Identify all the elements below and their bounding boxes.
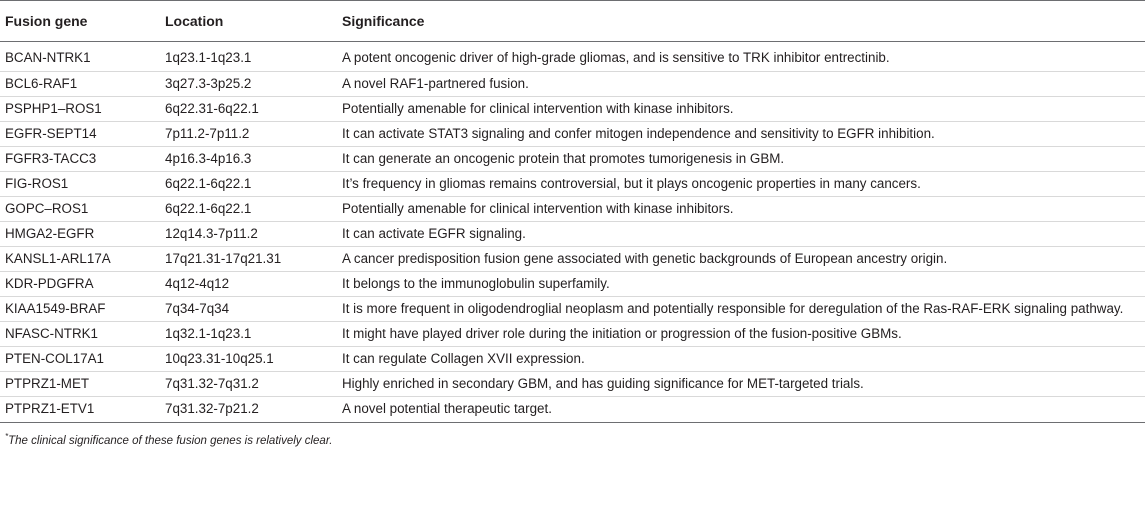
location-cell: 6q22.1-6q22.1 (160, 172, 337, 197)
location-cell: 7q34-7q34 (160, 297, 337, 322)
significance-cell: Highly enriched in secondary GBM, and has guiding significance for MET-targeted trials. (337, 372, 1145, 397)
location-cell: 12q14.3-7p11.2 (160, 222, 337, 247)
fusion-gene-cell: FGFR3-TACC3 (0, 147, 160, 172)
table-row (0, 372, 1145, 397)
table-row (0, 322, 1145, 347)
location-cell: 7q31.32-7p21.2 (160, 397, 337, 423)
significance-cell: It might have played driver role during the initiation or progression of the fusion-positive GBMs. (337, 322, 1145, 347)
significance-cell: It can activate EGFR signaling. (337, 222, 1145, 247)
location-cell: 7q31.32-7q31.2 (160, 372, 337, 397)
significance-cell: Potentially amenable for clinical intervention with kinase inhibitors. (337, 197, 1145, 222)
location-cell: 7p11.2-7p11.2 (160, 122, 337, 147)
table-row (0, 97, 1145, 122)
location-cell: 4q12-4q12 (160, 272, 337, 297)
table-row (0, 247, 1145, 272)
table-row (0, 42, 1145, 72)
fusion-gene-cell: KANSL1-ARL17A (0, 247, 160, 272)
fusion-gene-cell: PSPHP1–ROS1 (0, 97, 160, 122)
significance-cell: A novel RAF1-partnered fusion. (337, 72, 1145, 97)
table-row (0, 222, 1145, 247)
table-row (0, 122, 1145, 147)
header-location: Location (160, 1, 337, 42)
fusion-gene-cell: KIAA1549-BRAF (0, 297, 160, 322)
table-row (0, 147, 1145, 172)
table-row (0, 272, 1145, 297)
fusion-gene-cell: PTPRZ1-MET (0, 372, 160, 397)
fusion-gene-cell: NFASC-NTRK1 (0, 322, 160, 347)
fusion-gene-cell: KDR-PDGFRA (0, 272, 160, 297)
location-cell: 6q22.1-6q22.1 (160, 197, 337, 222)
location-cell: 6q22.31-6q22.1 (160, 97, 337, 122)
significance-cell: It is more frequent in oligodendroglial neoplasm and potentially responsible for deregulation of the Ras-RAF-ERK signaling pathway. (337, 297, 1145, 322)
significance-cell: Potentially amenable for clinical intervention with kinase inhibitors. (337, 97, 1145, 122)
significance-cell: A potent oncogenic driver of high-grade gliomas, and is sensitive to TRK inhibitor entrectinib. (337, 42, 1145, 72)
significance-cell: It’s frequency in gliomas remains controversial, but it plays oncogenic properties in many cancers. (337, 172, 1145, 197)
fusion-gene-cell: BCL6-RAF1 (0, 72, 160, 97)
fusion-gene-cell: GOPC–ROS1 (0, 197, 160, 222)
location-cell: 4p16.3-4p16.3 (160, 147, 337, 172)
significance-cell: It can activate STAT3 signaling and confer mitogen independence and sensitivity to EGFR inhibition. (337, 122, 1145, 147)
table-header-row (0, 1, 1145, 42)
location-cell: 10q23.31-10q25.1 (160, 347, 337, 372)
table-row (0, 172, 1145, 197)
fusion-gene-cell: HMGA2-EGFR (0, 222, 160, 247)
fusion-gene-cell: PTEN-COL17A1 (0, 347, 160, 372)
footnote-text: The clinical significance of these fusion genes is relatively clear. (8, 434, 333, 447)
footnote-marker: * (5, 432, 9, 441)
fusion-gene-cell: BCAN-NTRK1 (0, 42, 160, 72)
significance-cell: A cancer predisposition fusion gene associated with genetic backgrounds of European ancestry origin. (337, 247, 1145, 272)
table-row (0, 347, 1145, 372)
header-significance: Significance (337, 1, 1145, 42)
fusion-gene-cell: FIG-ROS1 (0, 172, 160, 197)
header-fusion-gene: Fusion gene (0, 1, 160, 42)
significance-cell: It belongs to the immunoglobulin superfamily. (337, 272, 1145, 297)
table-footnote (0, 423, 1145, 447)
location-cell: 17q21.31-17q21.31 (160, 247, 337, 272)
table-row (0, 397, 1145, 423)
significance-cell: It can generate an oncogenic protein that promotes tumorigenesis in GBM. (337, 147, 1145, 172)
table-row (0, 72, 1145, 97)
table-row (0, 197, 1145, 222)
significance-cell: A novel potential therapeutic target. (337, 397, 1145, 423)
location-cell: 3q27.3-3p25.2 (160, 72, 337, 97)
fusion-gene-cell: PTPRZ1-ETV1 (0, 397, 160, 423)
table-row (0, 297, 1145, 322)
fusion-gene-cell: EGFR-SEPT14 (0, 122, 160, 147)
location-cell: 1q23.1-1q23.1 (160, 42, 337, 72)
significance-cell: It can regulate Collagen XVII expression. (337, 347, 1145, 372)
location-cell: 1q32.1-1q23.1 (160, 322, 337, 347)
